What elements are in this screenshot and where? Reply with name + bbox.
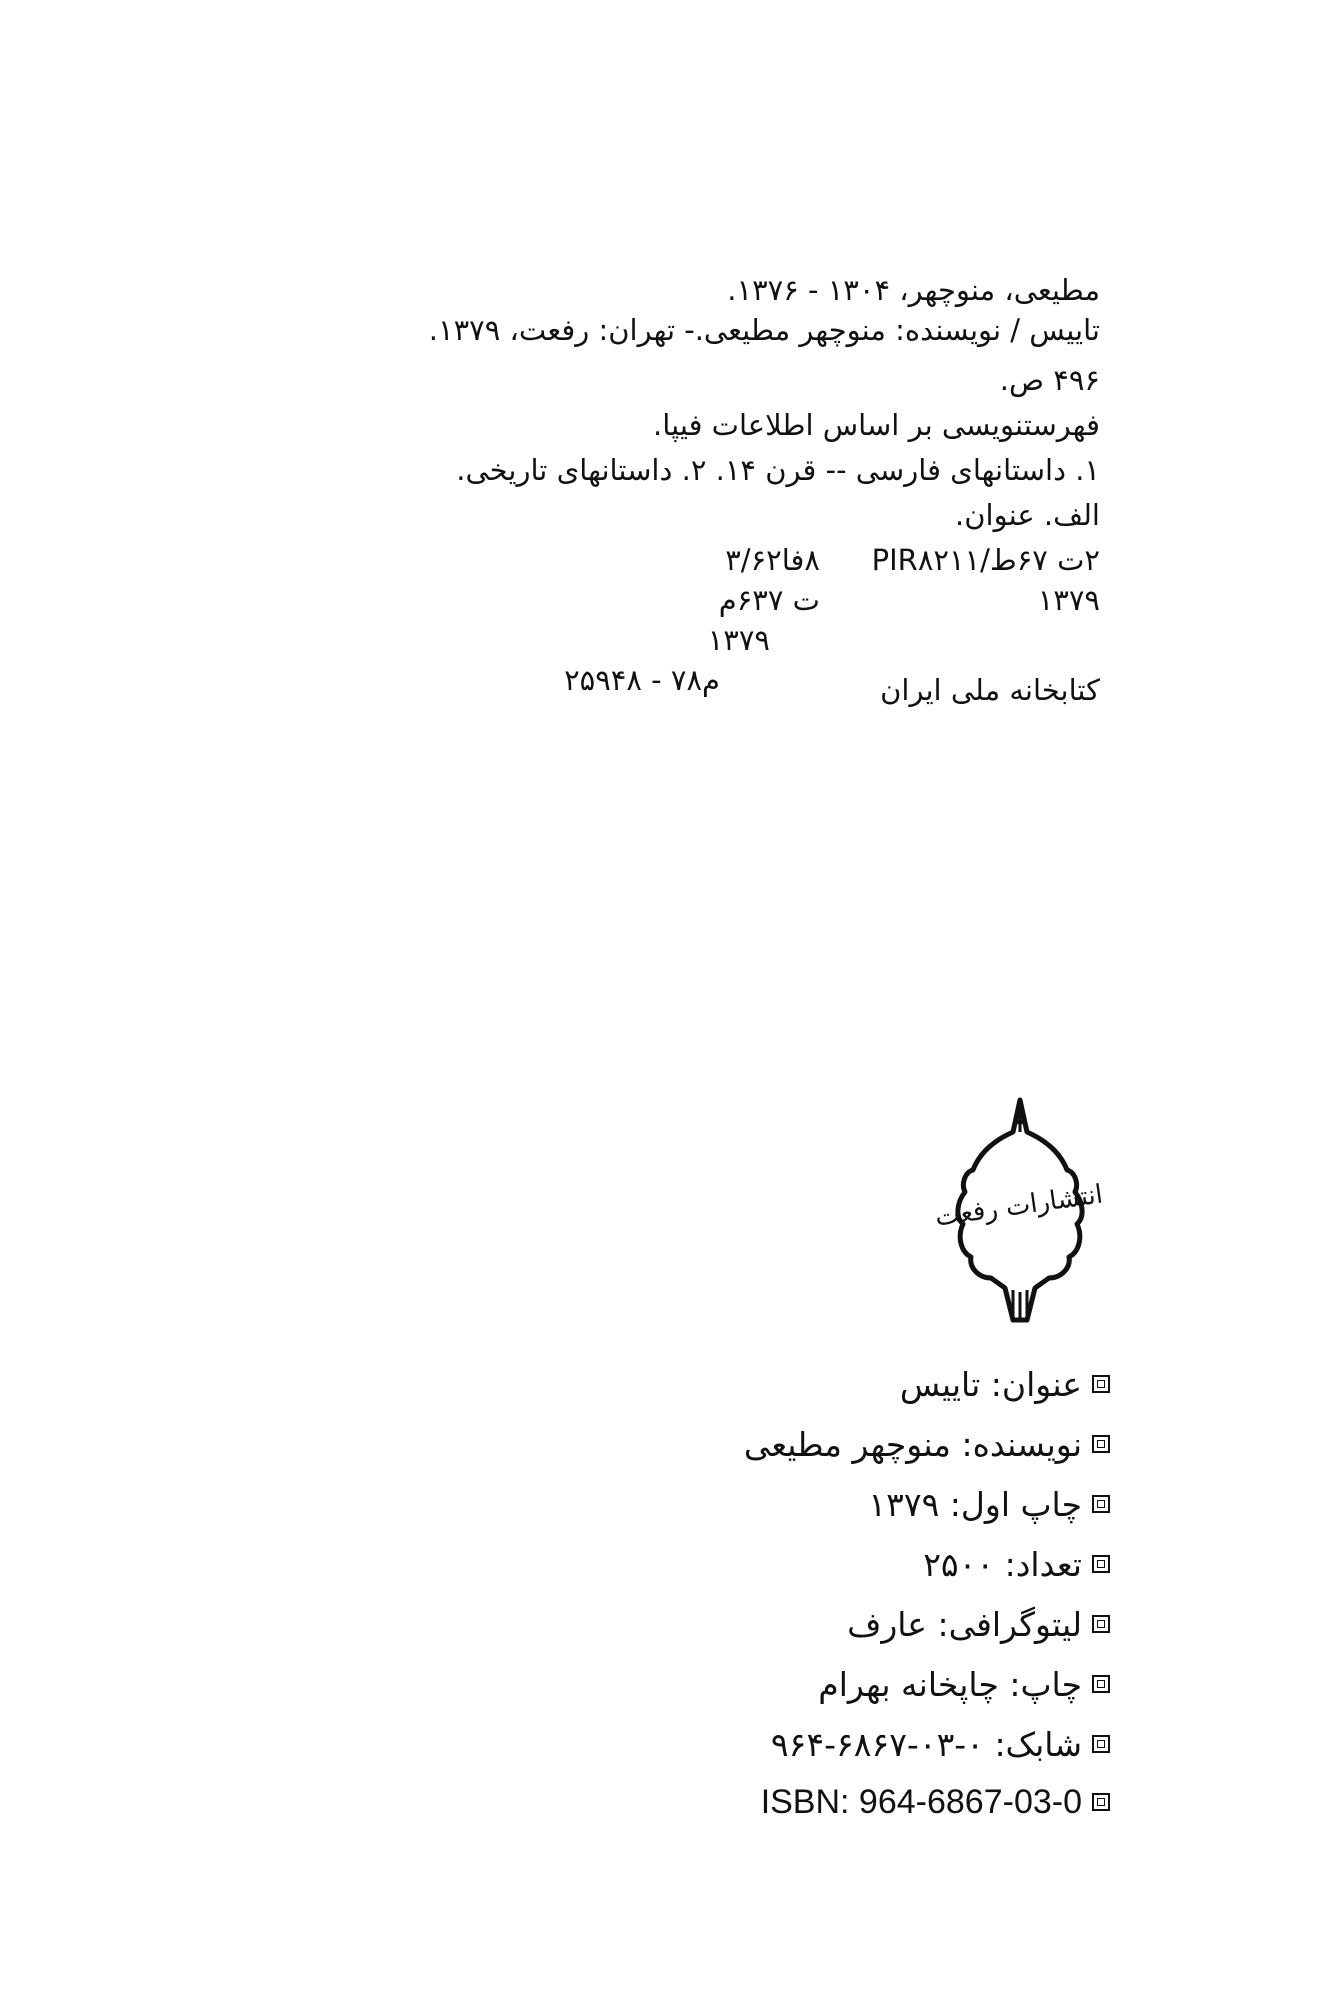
bullet-box-icon (1092, 1375, 1110, 1393)
lc-class-number: ۲ت ۶۷ط/PIR۸۲۱۱ (871, 543, 1100, 577)
title-line: تاییس / نویسنده: منوچهر مطیعی.- تهران: رفعت، ۱۳۷۹. (428, 313, 1100, 347)
library-name: کتابخانه ملی ایران (880, 673, 1100, 707)
colophon-item-print-run: تعداد: ۲۵۰۰ (923, 1540, 1110, 1588)
colophon-item-shabak: شابک: ۰-۰۳-۶۸۶۷-۹۶۴ (771, 1720, 1110, 1768)
ddc-class-number: ۸فا۳/۶۲ (725, 543, 820, 577)
cataloging-record (428, 270, 1100, 710)
record-number: م۷۸ - ۲۵۹۴۸ (564, 663, 720, 697)
colophon-item-lithography: لیتوگرافی: عارف (847, 1600, 1110, 1648)
colophon-item-title: عنوان: تاییس (900, 1360, 1110, 1408)
bullet-box-icon (1092, 1675, 1110, 1693)
added-entry-line: الف. عنوان. (955, 498, 1100, 532)
ddc-cutter: ت ۶۳۷م (718, 583, 820, 617)
subjects-line: ۱. داستانهای فارسی -- قرن ۱۴. ۲. داستانهای تاریخی. (456, 453, 1100, 487)
author-line: مطیعی، منوچهر، ۱۳۰۴ - ۱۳۷۶. (727, 273, 1100, 307)
bullet-box-icon (1092, 1495, 1110, 1513)
ddc-year: ۱۳۷۹ (707, 623, 770, 657)
colophon-item-isbn: ISBN: 964-6867-03-0 (761, 1778, 1110, 1826)
bullet-box-icon (1092, 1615, 1110, 1633)
bullet-box-icon (1092, 1735, 1110, 1753)
lc-year: ۱۳۷۹ (1037, 583, 1100, 617)
colophon-item-author: نویسنده: منوچهر مطیعی (744, 1420, 1110, 1468)
pages-line: ۴۹۶ ص. (999, 363, 1100, 397)
colophon-item-printer: چاپ: چاپخانه بهرام (818, 1660, 1110, 1708)
bullet-box-icon (1092, 1555, 1110, 1573)
colophon-list (700, 1360, 1110, 1840)
bullet-box-icon (1092, 1793, 1110, 1811)
bullet-box-icon (1092, 1435, 1110, 1453)
note-line: فهرستنویسی بر اساس اطلاعات فیپا. (653, 408, 1100, 442)
svg-text:انتشارات رفعت: انتشارات رفعت (935, 1179, 1105, 1233)
publisher-leaf-logo-svg (935, 1092, 1105, 1332)
publisher-leaf-logo-icon (935, 1092, 1105, 1332)
colophon-item-edition: چاپ اول: ۱۳۷۹ (868, 1480, 1110, 1528)
